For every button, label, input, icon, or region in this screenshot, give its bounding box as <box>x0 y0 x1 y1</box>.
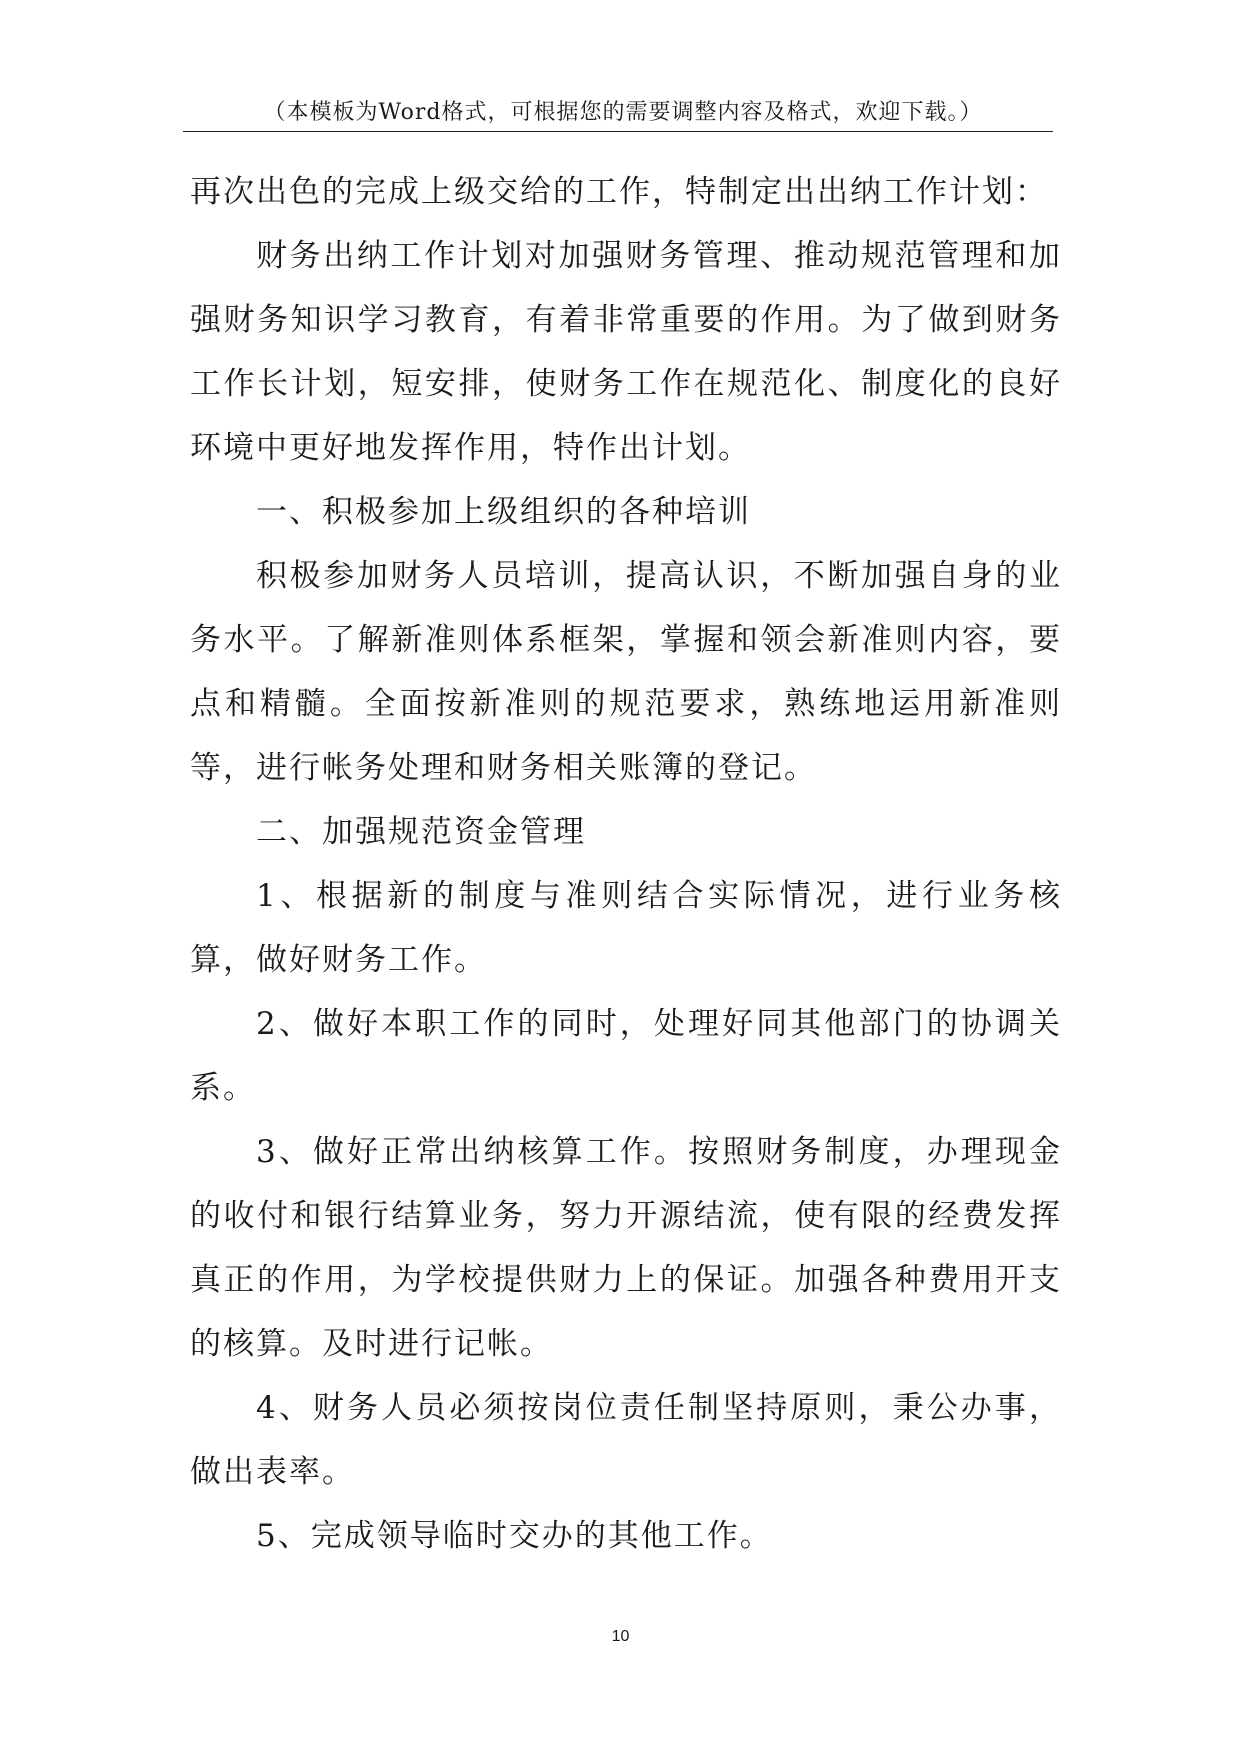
page-number: 10 <box>611 1628 630 1645</box>
header-divider <box>183 131 1053 132</box>
paragraph-intro: 再次出色的完成上级交给的工作，特制定出出纳工作计划： <box>190 174 1048 210</box>
document-body <box>190 160 1062 1568</box>
paragraph-training: 积极参加财务人员培训，提高认识，不断加强自身的业务水平。了解新准则体系框架，掌握和领会新准则内容，要点和精髓。全面按新准则的规范要求，熟练地运用新准则等，进行帐务处理和财务相关账簿的登记。 <box>190 558 1062 786</box>
list-item-1: 1、根据新的制度与准则结合实际情况，进行业务核算，做好财务工作。 <box>190 878 1062 978</box>
template-notice: （本模板为Word格式，可根据您的需要调整内容及格式，欢迎下载。） <box>263 100 983 125</box>
section-heading-fund-management: 二、加强规范资金管理 <box>256 814 586 850</box>
list-item-4: 4、财务人员必须按岗位责任制坚持原则，秉公办事，做出表率。 <box>190 1390 1062 1490</box>
paragraph-purpose: 财务出纳工作计划对加强财务管理、推动规范管理和加强财务知识学习教育，有着非常重要的作用。为了做到财务工作长计划，短安排，使财务工作在规范化、制度化的良好环境中更好地发挥作用，特作出计划。 <box>190 238 1062 466</box>
section-heading-training: 一、积极参加上级组织的各种培训 <box>256 494 751 530</box>
list-item-3: 3、做好正常出纳核算工作。按照财务制度，办理现金的收付和银行结算业务，努力开源结流，使有限的经费发挥真正的作用，为学校提供财力上的保证。加强各种费用开支的核算。及时进行记帐。 <box>190 1134 1062 1362</box>
list-item-5: 5、完成领导临时交办的其他工作。 <box>256 1518 773 1554</box>
list-item-2: 2、做好本职工作的同时，处理好同其他部门的协调关系。 <box>190 1006 1062 1106</box>
